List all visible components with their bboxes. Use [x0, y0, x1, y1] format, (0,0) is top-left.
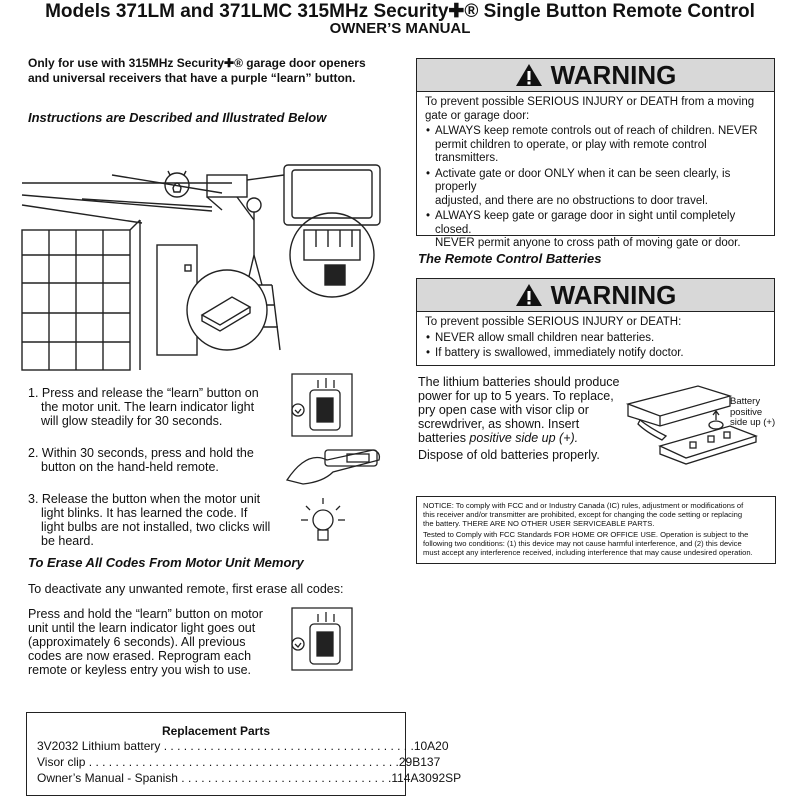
- garage-illustration: [22, 135, 382, 380]
- instructions-heading: Instructions are Described and Illustrated Below: [28, 110, 327, 125]
- warning-bullet: • ALWAYS keep remote controls out of reach of children. NEVER permit children to operate, or play with remote control transmitters.: [435, 125, 766, 166]
- warning-triangle-icon: [515, 283, 543, 307]
- warning-title: WARNING: [550, 59, 677, 90]
- warning-triangle-icon: [515, 63, 543, 87]
- battery-callout: Battery positive side up (+): [730, 396, 776, 428]
- battery-remote-illustration: [620, 380, 770, 480]
- parts-heading: Replacement Parts: [161, 724, 271, 738]
- warning-title: WARNING: [550, 279, 677, 310]
- fcc-notice: NOTICE: To comply with FCC and or Industry Canada (IC) rules, adjustment or modifications of this receiver and/or transmitter are prohibited, except for changing the code setting or replacing the battery. THERE ARE NO OTHER USER SERVICEABLE PARTS. Tested to Comply with FCC Standards FOR HOME OR OFFICE USE. Operation is subject to the following two conditions: (1) this device may not cause harmful interference, and (2) this device must accept any interference received, including interference that may cause undesired operation.: [416, 496, 776, 564]
- warning-bullet: • NEVER allow small children near batteries.: [435, 332, 766, 346]
- erase-intro: To deactivate any unwanted remote, first erase all codes:: [28, 582, 344, 596]
- step-3: 3. Release the button when the motor unit light blinks. It has learned the code. If light bulbs are not installed, two clicks will be heard.: [28, 492, 271, 548]
- battery-instructions: The lithium batteries should produce power for up to 5 years. To replace, pry open case with visor clip or screwdriver, as shown. Insert batteries positive side up (+). Dispose of old batteries properly.: [418, 375, 620, 462]
- parts-row: Visor clip . . . . . . . . . . . . . . . . . . . . . . . . . . . . . . . . . . . . . . . . . . . . . . . 29B137: [37, 755, 441, 769]
- replacement-parts-box: [26, 712, 462, 796]
- parts-row: 3V2032 Lithium battery . . . . . . . . . . . . . . . . . . . . . . . . . . . . . . . . . . . . . . 10A20: [37, 739, 449, 753]
- hand-remote-icon: [285, 440, 385, 488]
- learn-button-icon: [288, 372, 358, 440]
- manual-title: Models 371LM and 371LMC 315MHz Security✚® Single Button Remote Control: [45, 1, 755, 22]
- erase-heading: To Erase All Codes From Motor Unit Memory: [28, 555, 304, 570]
- erase-instructions: Press and hold the “learn” button on motor unit until the learn indicator light goes out (approximately 6 seconds). All previous codes are now erased. Reprogram each remote or keyless entry you wish to use.: [28, 607, 263, 677]
- batteries-heading: The Remote Control Batteries: [418, 251, 602, 266]
- parts-row: Owner’s Manual - Spanish . . . . . . . . . . . . . . . . . . . . . . . . . . . . . . . . 114A3092SP: [37, 771, 462, 785]
- warning-bullet: • ALWAYS keep gate or garage door in sight until completely closed. NEVER permit anyone to cross path of moving gate or door.: [435, 210, 766, 251]
- compatibility-note: Only for use with 315MHz Security✚® garage door openers and universal receivers that have a purple “learn” button.: [28, 56, 366, 85]
- light-bulb-icon: [298, 494, 348, 550]
- warning-box-moving-door: WARNING To prevent possible SERIOUS INJURY or DEATH from a moving gate or garage door: • ALWAYS keep remote controls out of reach of children. NEVER permit children to operate, or play with remote control transmitters. • Activate gate or door ONLY when it can be seen clearly, is properly adjusted, and there are no obstructions to door travel. • ALWAYS keep gate or garage door in sight until completely closed. NEVER permit anyone to cross path of moving gate or door.: [416, 58, 775, 236]
- manual-subtitle: OWNER’S MANUAL: [329, 20, 471, 37]
- step-2: 2. Within 30 seconds, press and hold the button on the hand-held remote.: [28, 446, 254, 474]
- erase-learn-button-icon: [288, 606, 358, 674]
- step-1: 1. Press and release the “learn” button on the motor unit. The learn indicator light will glow steadily for 30 seconds.: [28, 386, 259, 428]
- warning-box-batteries: WARNING To prevent possible SERIOUS INJURY or DEATH: • NEVER allow small children near batteries. • If battery is swallowed, immediately notify doctor.: [416, 278, 775, 366]
- warning-bullet: • Activate gate or door ONLY when it can be seen clearly, is properly adjusted, and there are no obstructions to door travel.: [435, 168, 766, 209]
- warning-bullet: • If battery is swallowed, immediately notify doctor.: [435, 347, 766, 361]
